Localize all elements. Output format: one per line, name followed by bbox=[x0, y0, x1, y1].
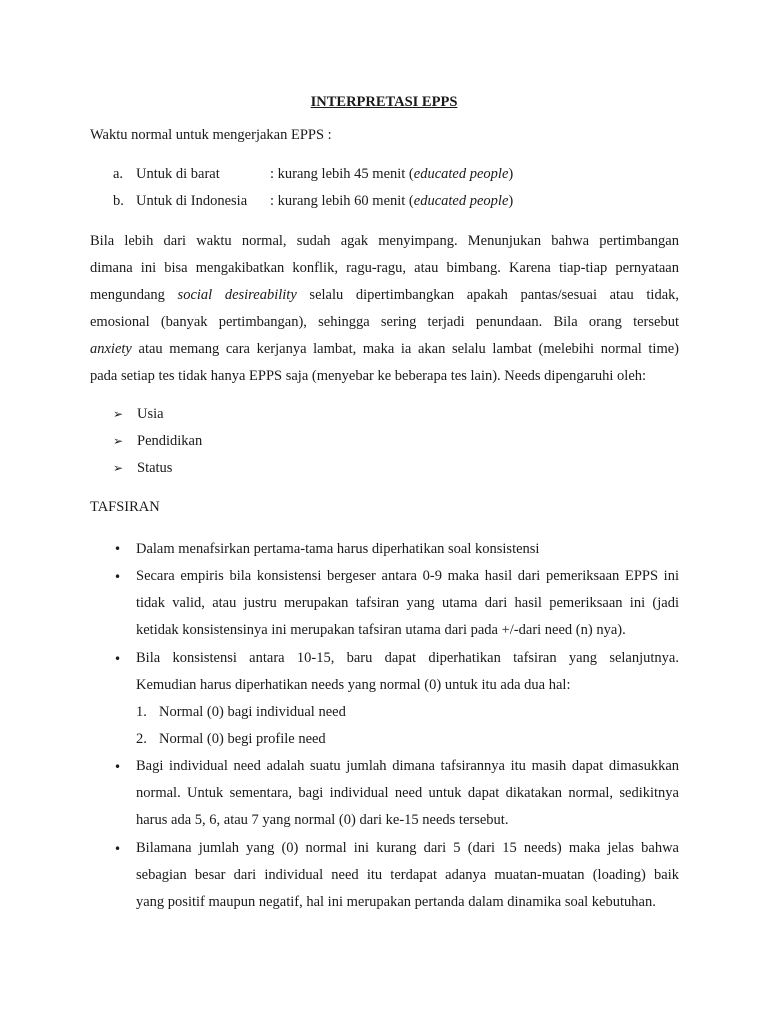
paragraph-line bbox=[90, 282, 679, 309]
paragraph-line: emosional (banyak pertimbangan), sehingga sering terjadi penundaan. Bila orang tersebut bbox=[90, 314, 679, 330]
factor-label: Status bbox=[137, 460, 173, 476]
bullet-icon: • bbox=[114, 542, 122, 556]
tafsiran-text: yang positif maupun negatif, hal ini merupakan pertanda dalam dinamika soal kebutuhan. bbox=[136, 894, 656, 910]
time-item-indonesia bbox=[113, 188, 513, 215]
paragraph-line: dimana ini bisa mengakibatkan konflik, ragu-ragu, atau bimbang. Karena tiap-tiap pernyataan bbox=[90, 260, 679, 276]
tafsiran-text: Kemudian harus diperhatikan needs yang normal (0) untuk itu ada dua hal: bbox=[136, 677, 571, 693]
tafsiran-text: Bagi individual need adalah suatu jumlah dimana tafsirannya itu masih dapat dimasukkan bbox=[136, 758, 679, 774]
arrow-bullet-icon: ➢ bbox=[113, 461, 124, 475]
time-item-west bbox=[113, 161, 513, 188]
bullet-icon: • bbox=[114, 842, 122, 856]
factor-item bbox=[113, 428, 202, 455]
time-end: ) bbox=[508, 193, 514, 209]
time-text: : kurang lebih 45 menit ( bbox=[270, 166, 414, 182]
tafsiran-text: harus ada 5, 6, atau 7 yang normal (0) dari ke-15 needs tersebut. bbox=[136, 812, 509, 828]
bullet-icon: • bbox=[114, 570, 122, 584]
bullet-icon: • bbox=[114, 652, 122, 666]
paragraph-text: selalu dipertimbangkan apakah pantas/sesuai atau tidak, bbox=[309, 287, 680, 303]
paragraph-line: Bila lebih dari waktu normal, sudah agak menyimpang. Menunjukan bahwa pertimbangan bbox=[90, 233, 679, 249]
factor-label: Usia bbox=[137, 406, 164, 422]
sub-text: Normal (0) begi profile need bbox=[159, 731, 326, 747]
list-marker: a. bbox=[113, 166, 124, 182]
tafsiran-text: sebagian besar dari individual need itu terdapat adanya muatan-muatan (loading) baik bbox=[136, 867, 679, 883]
section-heading: TAFSIRAN bbox=[90, 499, 160, 515]
tafsiran-text: ketidak konsistensinya ini merupakan tafsiran utama dari pada +/-dari need (n) nya). bbox=[136, 622, 626, 638]
intro-line: Waktu normal untuk mengerjakan EPPS : bbox=[90, 127, 332, 143]
paragraph-italic: anxiety bbox=[90, 341, 132, 357]
arrow-bullet-icon: ➢ bbox=[113, 434, 124, 448]
paragraph-line: pada setiap tes tidak hanya EPPS saja (menyebar ke beberapa tes lain). Needs dipengaruhi oleh: bbox=[90, 368, 647, 384]
tafsiran-text: normal. Untuk sementara, bagi individual need untuk dapat dikatakan normal, sedikitnya bbox=[136, 785, 679, 801]
page-title: INTERPRETASI EPPS bbox=[310, 94, 458, 110]
sub-item bbox=[136, 726, 326, 753]
factor-label: Pendidikan bbox=[137, 433, 203, 449]
paragraph-text: atau memang cara kerjanya lambat, maka ia akan selalu lambat (melebihi normal time) bbox=[138, 341, 680, 357]
factor-item bbox=[113, 401, 164, 428]
tafsiran-text: Bila konsistensi antara 10-15, baru dapat diperhatikan tafsiran yang selanjutnya. bbox=[136, 650, 679, 666]
sub-text: Normal (0) bagi individual need bbox=[159, 704, 346, 720]
paragraph-italic: social desireability bbox=[177, 287, 297, 303]
tafsiran-text: tidak valid, atau justru merupakan tafsiran yang utama dari hasil pemeriksaan ini (jadi bbox=[136, 595, 679, 611]
sub-item bbox=[136, 699, 346, 726]
time-label: Untuk di barat bbox=[136, 166, 220, 182]
time-italic: educated people bbox=[413, 193, 509, 209]
arrow-bullet-icon: ➢ bbox=[113, 407, 124, 421]
paragraph-text: mengundang bbox=[90, 287, 165, 303]
sub-marker: 2. bbox=[136, 731, 147, 747]
list-marker: b. bbox=[113, 193, 124, 209]
time-label: Untuk di Indonesia bbox=[136, 193, 248, 209]
tafsiran-text: Dalam menafsirkan pertama-tama harus diperhatikan soal konsistensi bbox=[136, 541, 540, 557]
time-end: ) bbox=[508, 166, 514, 182]
time-italic: educated people bbox=[413, 166, 509, 182]
time-text: : kurang lebih 60 menit ( bbox=[270, 193, 414, 209]
factor-item bbox=[113, 455, 172, 482]
sub-marker: 1. bbox=[136, 704, 147, 720]
tafsiran-text: Bilamana jumlah yang (0) normal ini kurang dari 5 (dari 15 needs) maka jelas bahwa bbox=[136, 840, 679, 856]
bullet-icon: • bbox=[114, 760, 122, 774]
paragraph-line bbox=[90, 336, 679, 363]
tafsiran-text: Secara empiris bila konsistensi bergeser antara 0-9 maka hasil dari pemeriksaan EPPS ini bbox=[136, 568, 679, 584]
